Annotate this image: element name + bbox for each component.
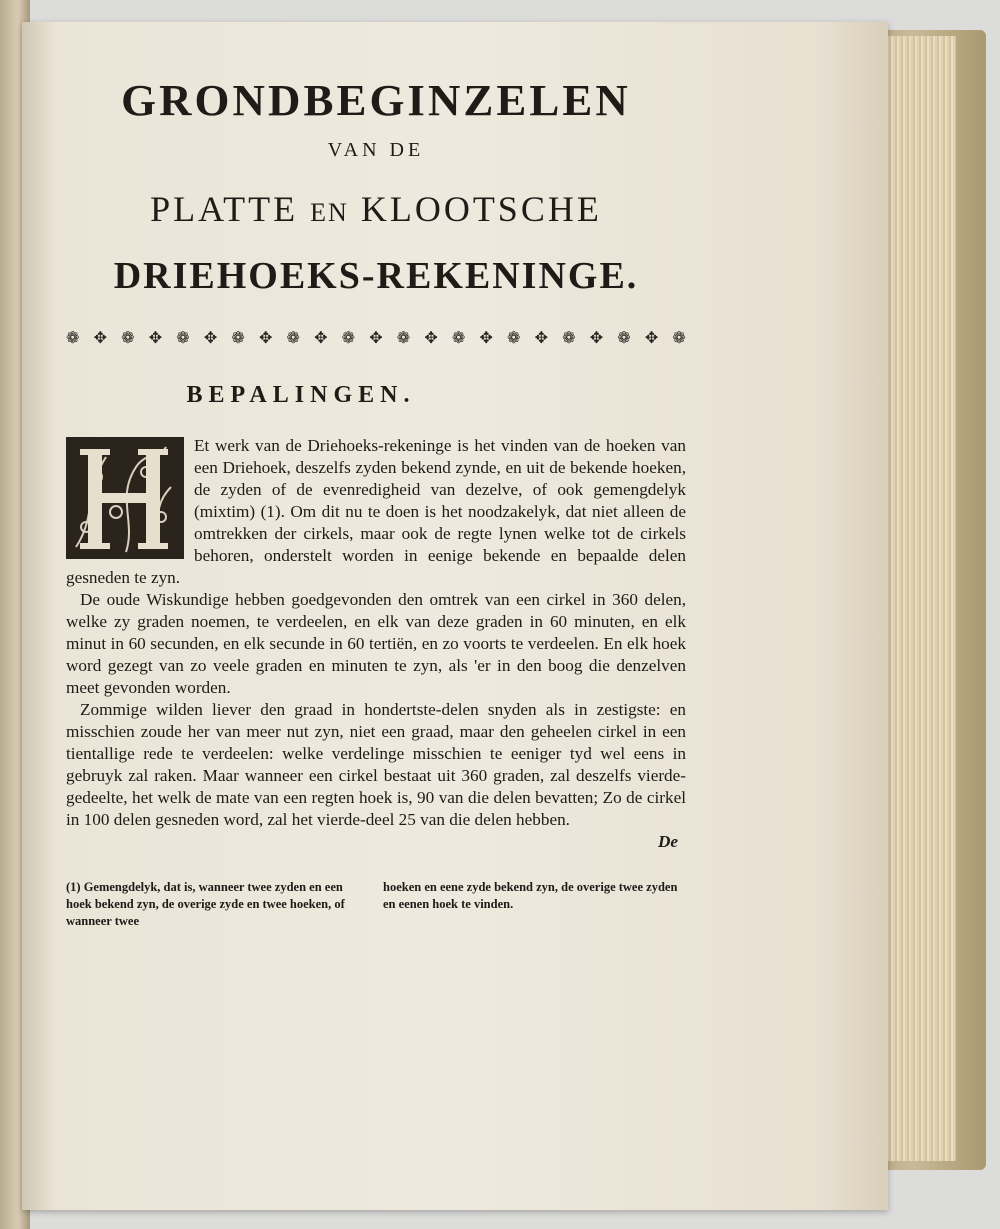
ornament-icon: ❁ xyxy=(286,328,300,347)
ornament-icon: ❁ xyxy=(231,328,245,347)
ornament-icon: ❁ xyxy=(672,328,686,347)
ornament-icon: ❁ xyxy=(507,328,521,347)
ornament-icon: ✥ xyxy=(424,328,438,347)
ornament-icon: ✥ xyxy=(479,328,493,347)
text-block xyxy=(66,77,686,930)
ornament-icon: ✥ xyxy=(589,328,604,347)
ornament-icon: ✥ xyxy=(93,328,107,347)
paragraph-3: Zommige wilden liever den graad in hondertste-delen snyden als in zestigste: en misschien zoude her van meer nut zyn, niet een graad, maar den geheelen cirkel in een tientallige rede te verdeelen: welke verdelinge misschien te eeniger tyd wel eens in gebruyk zal raken. Maar wanneer een cirkel bestaat uit 360 graden, zal deszelfs vierde-gedeelte, het welk de mate van een regten hoek is, 90 van die delen bevatten; Zo de cirkel in 100 delen gesneden word, zal het vierde-deel 25 van die delen hebben. xyxy=(66,700,686,830)
ornament-icon: ✥ xyxy=(148,328,163,347)
footnote-left: (1) Gemengdelyk, dat is, wanneer twee zyden en een hoek bekend zyn, de overige zyde en twee hoeken, of wanneer twee xyxy=(66,880,345,929)
ornament-icon: ❁ xyxy=(121,328,135,347)
ornament-icon: ✥ xyxy=(644,328,659,347)
footnotes xyxy=(66,879,686,930)
ornament-icon: ✥ xyxy=(369,328,383,347)
ornament-icon: ❁ xyxy=(66,328,80,347)
ornament-icon: ✥ xyxy=(534,328,548,347)
ornament-border xyxy=(66,328,686,346)
title-line-2: VAN DE xyxy=(327,139,425,162)
ornament-icon: ✥ xyxy=(203,328,218,347)
title-line-3-a: PLATTE xyxy=(150,189,299,230)
ornament-icon: ❁ xyxy=(617,328,631,347)
ornament-icon: ❁ xyxy=(451,328,466,347)
paragraph-2: De oude Wiskundige hebben goedgevonden den omtrek van een cirkel in 360 delen, welke zy graden noemen, te verdeelen, en elk van deze graden in 60 minuten, en elk minut in 60 secunden, en elk secunde in 60 tertiën, en zo voorts te verdeelen. En elk hoek word gezegt van zo veele graden en minuten te zyn, als 'er in den boog die denzelven meet gevonden worden. xyxy=(66,590,686,698)
title-line-3-b: EN xyxy=(310,198,349,228)
ornament-icon: ✥ xyxy=(314,328,328,347)
title-line-3-c: KLOOTSCHE xyxy=(360,189,602,230)
ornament-icon: ❁ xyxy=(341,328,356,347)
ornament-icon: ❁ xyxy=(176,328,190,347)
page-block-edges xyxy=(876,36,956,1161)
dropcap-h-icon xyxy=(66,437,184,559)
ornament-icon: ❁ xyxy=(562,328,576,347)
body-text xyxy=(66,435,686,851)
ornament-icon: ✥ xyxy=(258,328,273,347)
title-line-4: DRIEHOEKS-REKENINGE. xyxy=(113,255,639,298)
title-line-1: GRONDBEGINZELEN xyxy=(121,76,631,125)
title-line-3 xyxy=(66,188,686,230)
paragraph-1: Et werk van de Driehoeks-rekeninge is het vinden van de hoeken van een Driehoek, deszelfs zyden bekend zynde, en uit de bekende hoeken, de zyden of de evenredigheid van dezelve, of ook gemengdelyk (mixtim) (1). Om dit nu te doen is het noodzakelyk, dat niet alleen de omtrekken der cirkels, maar ook de regte lynen welke tot de cirkels behoren, onderstelt worden in eenige bekende en bepaalde delen gesneden te zyn. xyxy=(66,436,686,588)
book-page xyxy=(22,22,888,1210)
ornament-icon: ❁ xyxy=(396,328,411,347)
section-heading: BEPALINGEN. xyxy=(186,382,416,409)
catchword: De xyxy=(657,832,678,852)
footnote-right: hoeken en eene zyde bekend zyn, de overige twee zyden en eenen hoek te vinden. xyxy=(383,880,678,912)
